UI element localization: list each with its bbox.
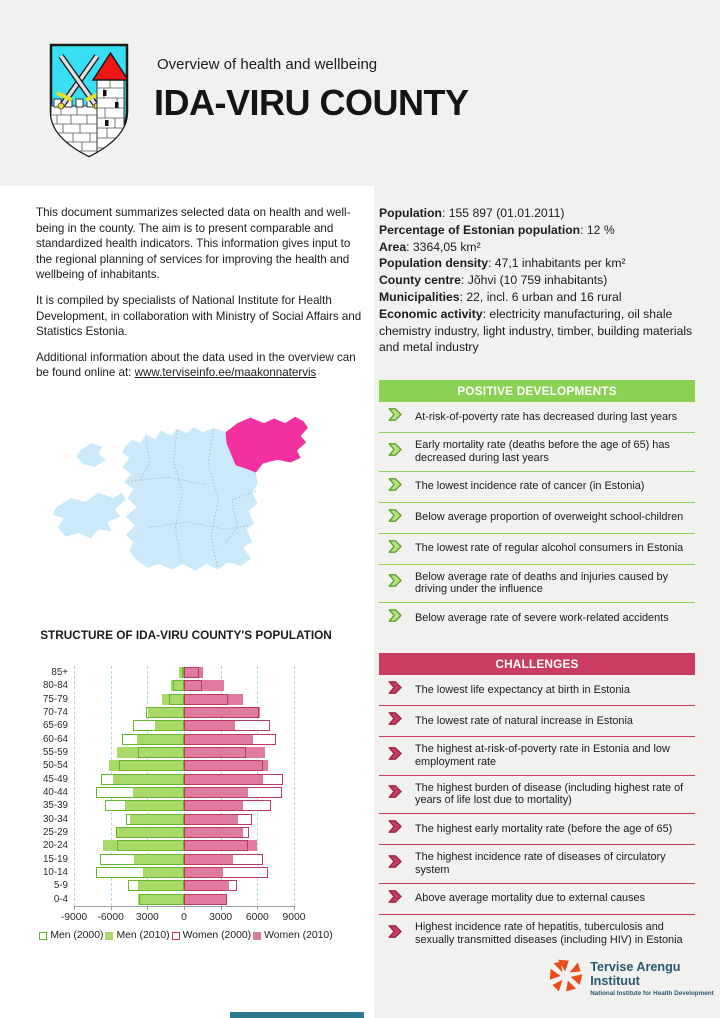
- pyramid-row: [30, 666, 294, 679]
- age-label: 80-84: [42, 680, 68, 692]
- pyramid-row: [30, 839, 294, 852]
- fact-value: : 155 897 (01.01.2011): [442, 206, 564, 220]
- bar-men-2000-60-64: [122, 734, 184, 745]
- pyramid-plot: [74, 693, 294, 706]
- pyramid-plot: [74, 879, 294, 892]
- x-axis-tick: [147, 907, 148, 910]
- chevron-banner-icon: [388, 747, 402, 765]
- fact-line: [379, 289, 696, 306]
- logo-text: [590, 956, 720, 997]
- chart-legend: [30, 930, 342, 941]
- x-axis-tick-label: -9000: [60, 912, 88, 923]
- bar-men-2000-65-69: [133, 720, 184, 731]
- logo-title: Tervise Arengu Instituut: [590, 960, 681, 988]
- starburst-rays: [550, 960, 583, 992]
- chevron-banner-icon: [388, 681, 402, 699]
- fact-line: [379, 272, 696, 289]
- list-item-text: The lowest rate of regular alcohol consumers in Estonia: [415, 542, 684, 555]
- list-item-text: Below average rate of severe work-related accidents: [415, 611, 669, 624]
- age-label: 45-49: [42, 773, 68, 785]
- pyramid-plot: [74, 839, 294, 852]
- x-axis-tick: [221, 907, 222, 910]
- x-axis-tick: [184, 907, 185, 910]
- intro-paragraph-2: It is compiled by specialists of National Institute for Health Development, in collaboration with Ministry of Social Affairs and Statistics Estonia.: [36, 293, 362, 339]
- pyramid-row: [30, 799, 294, 812]
- positive-item: [379, 471, 695, 502]
- bar-women-2000-50-54: [184, 760, 263, 771]
- fact-line: [379, 255, 696, 272]
- bar-men-2000-0-4: [139, 894, 184, 905]
- pyramid-row: [30, 866, 294, 879]
- estonia-map: [38, 390, 340, 610]
- pyramid-plot: [74, 746, 294, 759]
- x-axis-tick-label: 9000: [282, 912, 306, 923]
- age-label: 0-4: [53, 893, 68, 905]
- tai-logo: [548, 956, 720, 997]
- hiiumaa-island: [76, 443, 105, 467]
- pyramid-row: [30, 826, 294, 839]
- bar-women-2000-35-39: [184, 800, 271, 811]
- x-axis-tick-label: 3000: [209, 912, 233, 923]
- fact-label: County centre: [379, 273, 461, 288]
- chevron-banner-icon: [388, 574, 402, 592]
- age-label: 60-64: [42, 733, 68, 745]
- list-item-text: The highest incidence rate of diseases of circulatory system: [415, 851, 666, 876]
- pyramid-plot: [74, 666, 294, 679]
- pyramid-plot: [74, 786, 294, 799]
- page-title: IDA-VIRU COUNTY: [154, 82, 469, 123]
- fact-line: [379, 205, 696, 222]
- pyramid-plot: [74, 826, 294, 839]
- pyramid-row: [30, 813, 294, 826]
- bar-women-2000-40-44: [184, 787, 282, 798]
- legend-swatch: [39, 932, 47, 940]
- legend-label: Women (2010): [264, 930, 333, 941]
- positive-developments-section: [379, 380, 695, 633]
- saaremaa-island: [53, 493, 126, 539]
- list-item-text: Above average mortality due to external causes: [415, 892, 646, 905]
- positive-item: [379, 533, 695, 564]
- fact-line: [379, 306, 696, 356]
- bar-men-2000-70-74: [146, 707, 184, 718]
- legend-item: [253, 930, 333, 941]
- fact-value: : Jõhvi (10 759 inhabitants): [461, 273, 607, 287]
- fact-value: : 22, incl. 6 urban and 16 rural: [460, 290, 622, 304]
- fact-value: : 3364,05 km²: [406, 240, 481, 254]
- age-label: 55-59: [42, 746, 68, 758]
- pyramid-rows: [30, 666, 294, 906]
- bar-men-2000-10-14: [96, 867, 184, 878]
- challenges-section: [379, 653, 695, 952]
- chevron-banner-icon: [388, 509, 402, 527]
- bar-women-2000-55-59: [184, 747, 246, 758]
- chevron-banner-icon: [388, 890, 402, 908]
- pyramid-row: [30, 853, 294, 866]
- bar-men-2000-80-84: [173, 680, 184, 691]
- age-label: 75-79: [42, 693, 68, 705]
- chart-title: STRUCTURE OF IDA-VIRU COUNTY'S POPULATION: [40, 628, 332, 642]
- pyramid-row: [30, 786, 294, 799]
- positive-item: [379, 564, 695, 603]
- bar-women-2000-70-74: [184, 707, 259, 718]
- positive-item: [379, 602, 695, 633]
- legend-label: Men (2000): [50, 930, 104, 941]
- chevron-banner-icon: [388, 785, 402, 803]
- challenge-item: [379, 844, 695, 883]
- pyramid-plot: [74, 679, 294, 692]
- bar-women-2000-0-4: [184, 894, 227, 905]
- pyramid-plot: [74, 813, 294, 826]
- bar-women-2000-65-69: [184, 720, 270, 731]
- starburst-icon: [548, 956, 584, 996]
- fact-label: Economic activity: [379, 306, 483, 321]
- x-axis-tick: [294, 907, 295, 910]
- pyramid-plot: [74, 893, 294, 906]
- age-label: 20-24: [42, 840, 68, 852]
- bar-men-2000-75-79: [169, 694, 184, 705]
- age-label: 5-9: [53, 880, 68, 892]
- bar-women-2000-20-24: [184, 840, 248, 851]
- chevron-banner-icon: [388, 408, 402, 426]
- pyramid-plot: [74, 853, 294, 866]
- age-label: 30-34: [42, 813, 68, 825]
- bar-women-2000-15-19: [184, 854, 263, 865]
- fact-value: : 47,1 inhabitants per km²: [488, 256, 626, 270]
- fact-label: Population density: [379, 256, 489, 271]
- bar-women-2000-45-49: [184, 774, 283, 785]
- x-axis-tick-label: -6000: [97, 912, 124, 923]
- pyramid-row: [30, 759, 294, 772]
- pyramid-plot: [74, 866, 294, 879]
- positive-developments-header: POSITIVE DEVELOPMENTS: [379, 380, 695, 402]
- pyramid-row: [30, 733, 294, 746]
- bar-men-2000-40-44: [96, 787, 184, 798]
- chevron-banner-icon: [388, 609, 402, 627]
- x-axis-tick-label: 6000: [245, 912, 269, 923]
- age-label: 15-19: [42, 853, 68, 865]
- positive-item: [379, 432, 695, 471]
- facts-block: [379, 205, 696, 356]
- footer-accent-bar: [230, 1012, 364, 1018]
- fact-value: : 12 %: [580, 223, 615, 237]
- list-item-text: Below average rate of deaths and injuries caused by driving under the influence: [415, 570, 669, 596]
- pyramid-row: [30, 773, 294, 786]
- x-axis-tick: [74, 907, 75, 910]
- positive-developments-list: [379, 402, 695, 633]
- intro-paragraph-3: [36, 350, 363, 381]
- chevron-banner-icon: [388, 540, 402, 558]
- legend-item: [39, 930, 103, 941]
- pyramid-plot: [74, 759, 294, 772]
- chevron-banner-icon: [388, 820, 402, 838]
- list-item-text: At-risk-of-poverty rate has decreased during last years: [415, 410, 678, 423]
- population-pyramid-chart: [30, 666, 342, 966]
- x-axis-labels: [60, 912, 306, 925]
- chevron-banner-icon: [388, 443, 402, 461]
- list-item-text: Early mortality rate (deaths before the age of 65) has decreased during last years: [415, 439, 670, 464]
- fact-line: [379, 222, 696, 239]
- ida-viru-region: [226, 417, 308, 473]
- bar-women-2000-80-84: [184, 680, 202, 691]
- intro-paragraph-1: This document summarizes selected data on health and well-being in the county. The aim is to present comparable and standardized health indicators. This information gives input to the regional planning of services for improving the health and wellbeing of inhabitants.: [36, 206, 351, 282]
- chevron-banner-icon: [388, 925, 402, 943]
- bar-women-2000-10-14: [184, 867, 268, 878]
- legend-item: [105, 930, 169, 941]
- list-item-text: The lowest life expectancy at birth in Estonia: [415, 683, 630, 696]
- challenge-item: [379, 883, 695, 914]
- pyramid-row: [30, 706, 294, 719]
- legend-item: [172, 930, 252, 941]
- positive-item: [379, 402, 695, 432]
- age-label: 65-69: [42, 720, 68, 732]
- age-label: 35-39: [42, 800, 68, 812]
- list-item-text: The lowest incidence rate of cancer (in Estonia): [415, 480, 645, 493]
- challenge-item: [379, 675, 695, 705]
- header-subtitle: Overview of health and wellbeing: [157, 56, 378, 73]
- logo-subtitle: National Institute for Health Development: [590, 990, 714, 997]
- fact-label: Area: [379, 239, 407, 254]
- bar-men-2000-45-49: [101, 774, 184, 785]
- intro-paragraph-3-text: Additional information about the data used in the overview can be found online at:: [36, 350, 356, 380]
- bar-men-2000-50-54: [119, 760, 184, 771]
- x-axis-tick-label: 0: [181, 912, 187, 923]
- challenge-item: [379, 705, 695, 736]
- list-item-text: Below average proportion of overweight school-children: [415, 511, 684, 524]
- gridline: [294, 666, 295, 906]
- challenge-item: [379, 775, 695, 814]
- list-item-text: The highest at-risk-of-poverty rate in Estonia and low employment rate: [415, 743, 670, 768]
- pyramid-row: [30, 719, 294, 732]
- terviseinfo-link[interactable]: www.terviseinfo.ee/maakonnatervis: [134, 366, 317, 380]
- fact-value: : electricity manufacturing, oil shale chemistry industry, light industry, timber, building materials and metal industry: [379, 307, 692, 355]
- bar-men-2000-30-34: [126, 814, 184, 825]
- age-label: 10-14: [42, 866, 68, 878]
- legend-swatch: [105, 932, 113, 940]
- pyramid-plot: [74, 773, 294, 786]
- chevron-banner-icon: [388, 478, 402, 496]
- fact-line: [379, 239, 696, 256]
- legend-label: Men (2010): [116, 930, 170, 941]
- chevron-banner-icon: [388, 855, 402, 873]
- bar-women-2000-5-9: [184, 880, 237, 891]
- legend-swatch: [172, 932, 180, 940]
- pyramid-row: [30, 879, 294, 892]
- pyramid-row: [30, 746, 294, 759]
- pyramid-plot: [74, 719, 294, 732]
- bar-men-2000-15-19: [100, 854, 184, 865]
- list-item-text: The lowest rate of natural increase in Estonia: [415, 714, 633, 727]
- pyramid-row: [30, 679, 294, 692]
- age-label: 40-44: [42, 786, 68, 798]
- legend-label: Women (2000): [182, 930, 252, 941]
- bar-women-2000-85+: [184, 667, 199, 678]
- fact-label: Population: [379, 206, 442, 220]
- bar-women-2000-60-64: [184, 734, 276, 745]
- intro-text: [36, 205, 363, 391]
- x-axis-tick: [111, 907, 112, 910]
- positive-item: [379, 502, 695, 533]
- age-label: 70-74: [42, 706, 68, 718]
- legend-swatch: [253, 932, 261, 940]
- age-label: 85+: [51, 667, 68, 678]
- x-axis-tick: [257, 907, 258, 910]
- age-label: 25-29: [42, 826, 68, 838]
- chevron-banner-icon: [388, 712, 402, 730]
- pyramid-plot: [74, 706, 294, 719]
- list-item-text: The highest burden of disease (including highest rate of years of life lost due to mortality): [415, 781, 684, 807]
- challenge-item: [379, 813, 695, 844]
- pyramid-plot: [74, 799, 294, 812]
- county-coat-of-arms-icon: [47, 40, 131, 160]
- x-axis-tick-label: 3000: [135, 912, 159, 923]
- bar-women-2000-75-79: [184, 694, 228, 705]
- bar-men-2000-25-29: [116, 827, 184, 838]
- challenges-header: CHALLENGES: [379, 653, 695, 675]
- fact-label: Municipalities: [379, 289, 460, 304]
- pyramid-row: [30, 693, 294, 706]
- bar-men-2000-35-39: [105, 800, 184, 811]
- challenge-item: [379, 736, 695, 775]
- pyramid-row: [30, 893, 294, 906]
- bar-men-2000-5-9: [128, 880, 184, 891]
- fact-label: Percentage of Estonian population: [379, 222, 581, 237]
- bar-women-2000-30-34: [184, 814, 252, 825]
- list-item-text: The highest early mortality rate (before the age of 65): [415, 822, 673, 835]
- pyramid-plot: [74, 733, 294, 746]
- bar-men-2000-55-59: [138, 747, 184, 758]
- bar-men-2000-20-24: [117, 840, 184, 851]
- challenge-item: [379, 914, 695, 953]
- challenges-list: [379, 675, 695, 952]
- bar-women-2000-25-29: [184, 827, 249, 838]
- age-label: 50-54: [42, 760, 68, 772]
- list-item-text: Highest incidence rate of hepatitis, tuberculosis and sexually transmitted diseases (including HIV) in Estonia: [415, 920, 683, 946]
